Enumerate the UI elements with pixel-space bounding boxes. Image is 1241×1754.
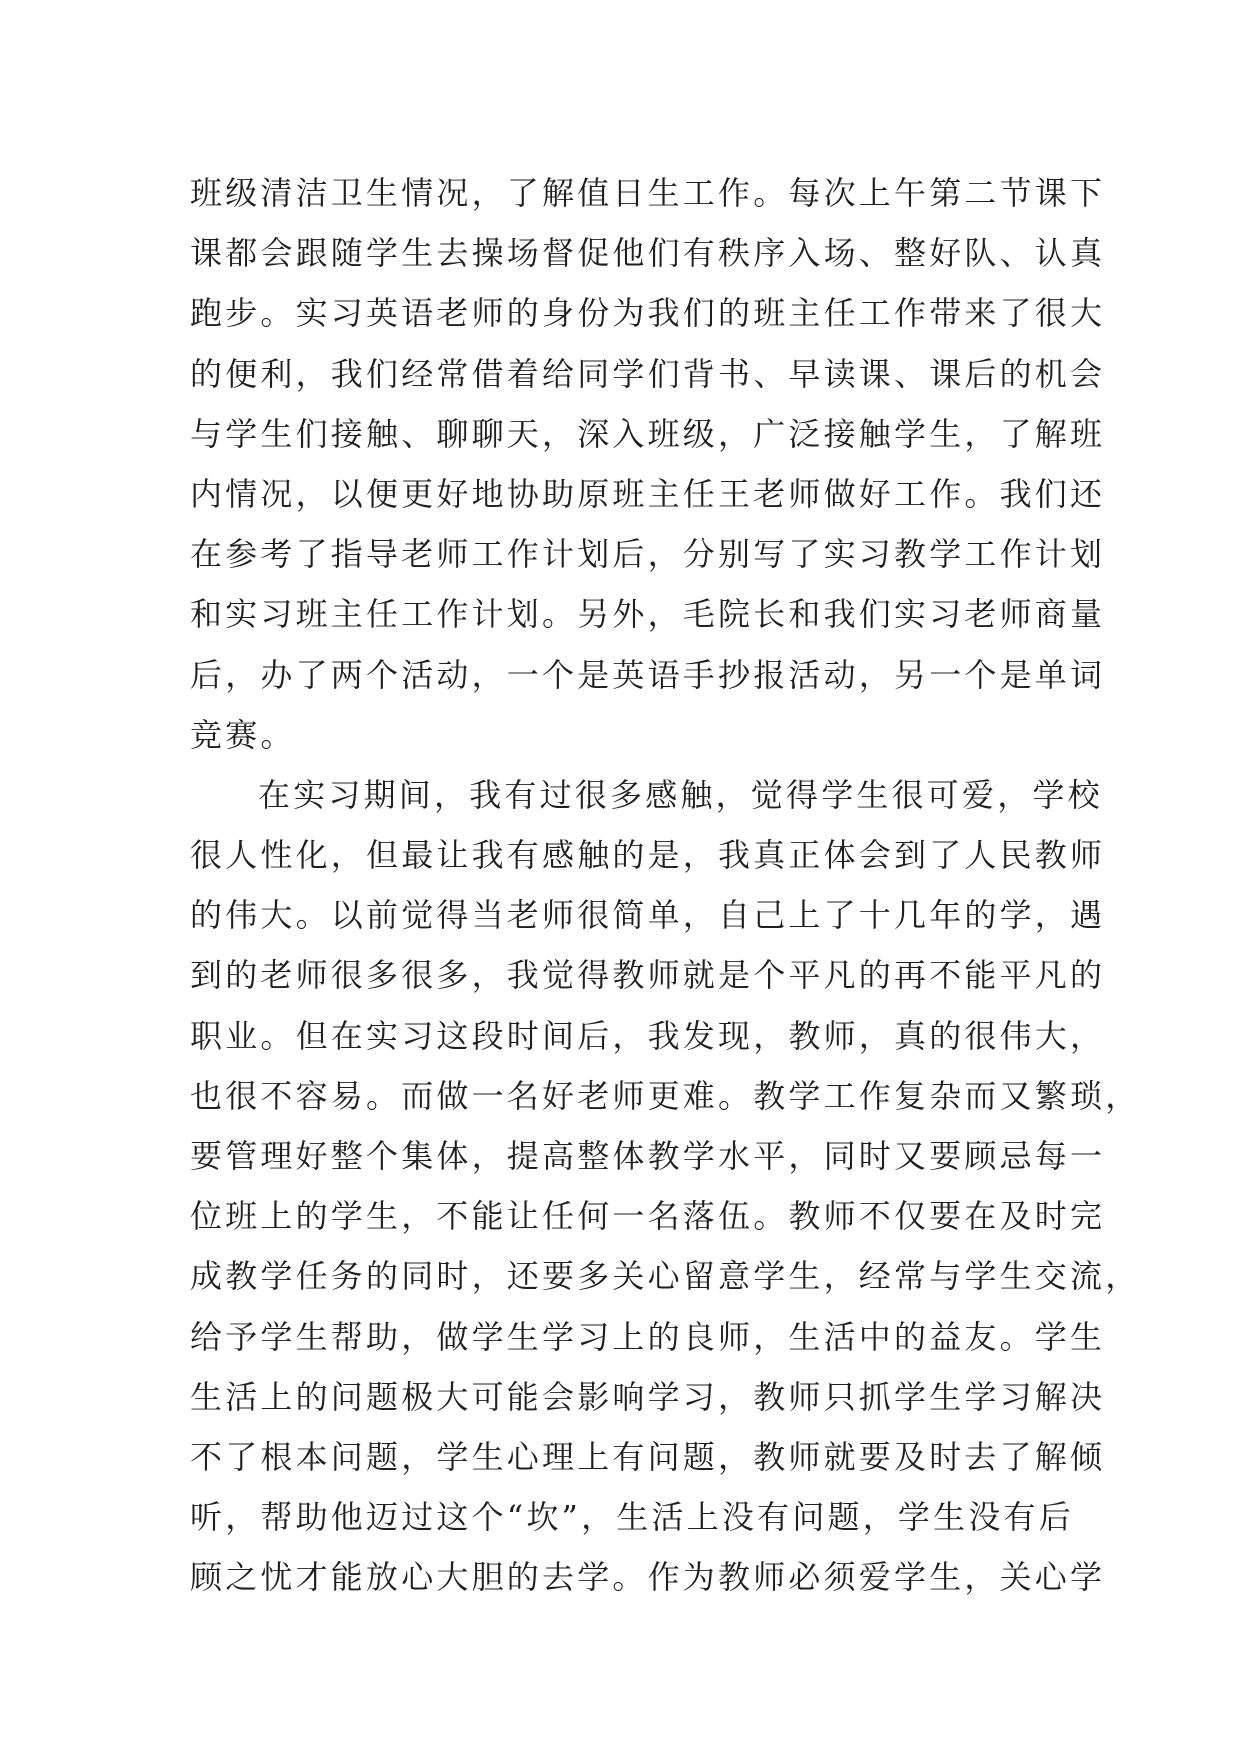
text-line: 不了根本问题，学生心理上有问题，教师就要及时去了解倾 [190, 1437, 1106, 1476]
paragraph [190, 163, 1106, 765]
paragraph [190, 765, 1141, 1608]
text-line: 的便利，我们经常借着给同学们背书、早读课、课后的机会 [190, 354, 1106, 393]
text-line: 听，帮助他迈过这个“坎”，生活上没有问题，学生没有后 [190, 1498, 1074, 1537]
text-line: 在参考了指导老师工作计划后，分别写了实习教学工作计划 [190, 535, 1106, 574]
text-line: 到的老师很多很多，我觉得教师就是个平凡的再不能平凡的 [190, 956, 1106, 995]
text-line: 成教学任务的同时，还要多关心留意学生，经常与学生交流， [190, 1257, 1141, 1296]
text-line: 也很不容易。而做一名好老师更难。教学工作复杂而又繁琐， [190, 1076, 1141, 1115]
text-line: 顾之忧才能放心大胆的去学。作为教师必须爱学生，关心学 [190, 1558, 1106, 1597]
text-line: 职业。但在实习这段时间后，我发现，教师，真的很伟大， [190, 1016, 1106, 1055]
text-line: 课都会跟随学生去操场督促他们有秩序入场、整好队、认真 [190, 234, 1106, 273]
text-line: 位班上的学生，不能让任何一名落伍。教师不仅要在及时完 [190, 1197, 1106, 1236]
text-line: 和实习班主任工作计划。另外，毛院长和我们实习老师商量 [190, 595, 1106, 634]
text-line: 很人性化，但最让我有感触的是，我真正体会到了人民教师 [190, 836, 1106, 875]
text-line: 给予学生帮助，做学生学习上的良师，生活中的益友。学生 [190, 1317, 1106, 1356]
text-line: 内情况，以便更好地协助原班主任王老师做好工作。我们还 [190, 474, 1106, 513]
text-line: 要管理好整个集体，提高整体教学水平，同时又要顾忌每一 [190, 1137, 1106, 1175]
document-body [190, 163, 1141, 1608]
text-line: 的伟大。以前觉得当老师很简单，自己上了十几年的学，遇 [190, 896, 1106, 935]
text-line: 班级清洁卫生情况，了解值日生工作。每次上午第二节课下 [190, 174, 1106, 212]
text-line: 与学生们接触、聊聊天，深入班级，广泛接触学生，了解班 [190, 414, 1106, 453]
text-line: 生活上的问题极大可能会影响学习，教师只抓学生学习解决 [190, 1377, 1106, 1416]
text-line: 在实习期间，我有过很多感触，觉得学生很可爱，学校 [258, 775, 1103, 814]
text-line: 跑步。实习英语老师的身份为我们的班主任工作带来了很大 [190, 294, 1106, 333]
text-line: 后，办了两个活动，一个是英语手抄报活动，另一个是单词 [190, 655, 1106, 694]
text-line: 竞赛。 [190, 715, 296, 754]
